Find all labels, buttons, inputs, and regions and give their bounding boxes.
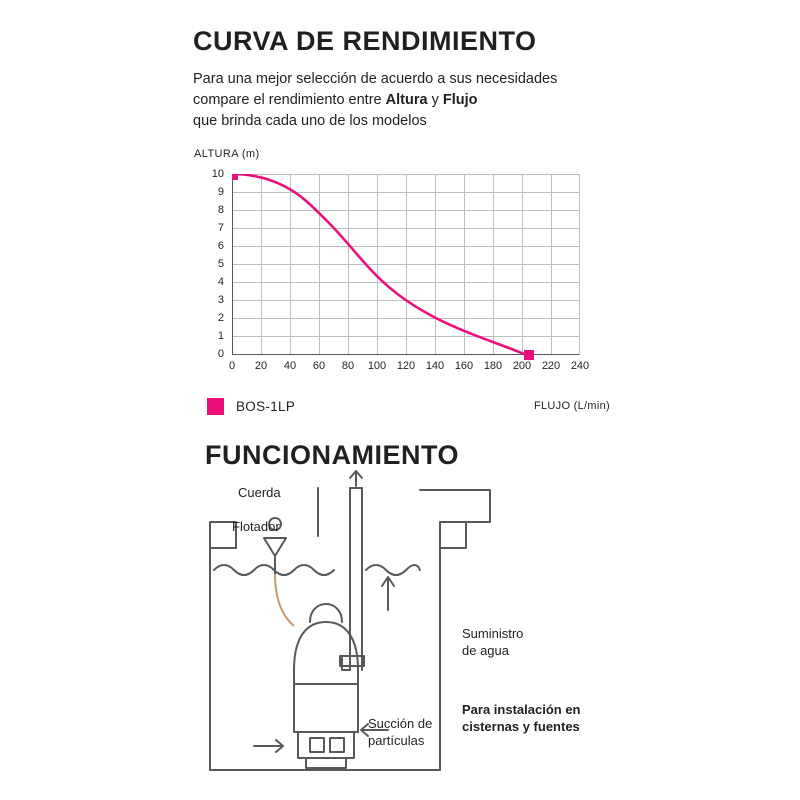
intro-line-2c: y (427, 92, 443, 108)
pump-handle (310, 604, 342, 622)
y-tick-label: 4 (217, 276, 224, 288)
x-tick-label: 0 (228, 360, 236, 372)
water-flow-arrow (382, 577, 394, 610)
label-suministro-de-agua (462, 625, 523, 659)
x-tick-label: 120 (396, 360, 416, 372)
y-tick-label: 10 (211, 168, 224, 180)
legend-swatch-bos-1lp (207, 398, 224, 415)
plot-area (232, 174, 580, 354)
x-tick-label: 180 (483, 360, 503, 372)
x-tick-label: 20 (254, 360, 268, 372)
intro-altura-strong: Altura (385, 92, 428, 108)
intro-line-3: que brinda cada uno de los modelos (193, 113, 427, 129)
float-body (264, 538, 286, 556)
pump-upper-body (294, 622, 358, 684)
label-instalacion-line1: Para instalación en (462, 702, 581, 717)
pump-base (298, 732, 354, 758)
label-instalacion-line2: cisternas y fuentes (462, 719, 580, 734)
y-tick-label: 6 (217, 240, 224, 252)
pump-outlet (342, 658, 350, 670)
y-tick-label: 1 (217, 330, 224, 342)
y-axis-label: ALTURA (m) (194, 148, 260, 160)
y-tick-label: 5 (217, 258, 224, 270)
label-flotador: Flotador (232, 519, 280, 534)
intro-flujo-strong: Flujo (442, 92, 478, 108)
y-tick-label: 0 (217, 348, 224, 360)
intro-paragraph (193, 69, 613, 132)
y-tick-label: 9 (217, 186, 224, 198)
pump-mid-body (294, 684, 358, 732)
x-tick-label: 160 (454, 360, 474, 372)
chart-legend (207, 398, 295, 415)
y-tick-label: 8 (217, 204, 224, 216)
y-tick-label: 2 (217, 312, 224, 324)
label-instalacion (462, 701, 602, 735)
y-tick-label: 7 (217, 222, 224, 234)
x-tick-label: 200 (512, 360, 532, 372)
pump-intake-port-right (330, 738, 344, 752)
label-succion-de-particulas (368, 715, 432, 749)
x-tick-label: 80 (341, 360, 355, 372)
pump-intake-port-left (310, 738, 324, 752)
performance-chart (190, 148, 610, 418)
label-suministro-line2: de agua (462, 643, 509, 658)
legend-label-bos-1lp: BOS-1LP (236, 399, 296, 414)
pump-feet (306, 758, 346, 768)
x-tick-label: 60 (312, 360, 326, 372)
curve-marker-start (232, 174, 238, 180)
intro-line-2a: compare el rendimiento entre (193, 92, 386, 108)
x-tick-label: 100 (367, 360, 387, 372)
water-surface-right (366, 565, 420, 575)
suction-arrow-left (254, 740, 283, 752)
x-tick-label: 220 (541, 360, 561, 372)
label-cuerda: Cuerda (238, 485, 281, 500)
flow-arrow-up (350, 471, 362, 486)
float-cable (275, 574, 294, 626)
pump-outlet-fitting (340, 656, 364, 666)
intro-line-1: Para una mejor selección de acuerdo a sus necesidades (193, 71, 558, 87)
section-title-funcionamiento: FUNCIONAMIENTO (205, 440, 459, 470)
label-succion-line1: Succión de (368, 716, 433, 731)
x-tick-label: 40 (283, 360, 297, 372)
x-tick-label: 240 (570, 360, 590, 372)
y-tick-label: 3 (217, 294, 224, 306)
curve-marker-end (524, 350, 534, 360)
x-tick-label: 140 (425, 360, 445, 372)
label-suministro-line1: Suministro (462, 626, 524, 641)
label-succion-line2: partículas (368, 733, 425, 748)
x-axis-label: FLUJO (L/min) (533, 400, 610, 412)
page-title: CURVA DE RENDIMIENTO (193, 26, 537, 56)
pump-operation-diagram (190, 470, 610, 790)
